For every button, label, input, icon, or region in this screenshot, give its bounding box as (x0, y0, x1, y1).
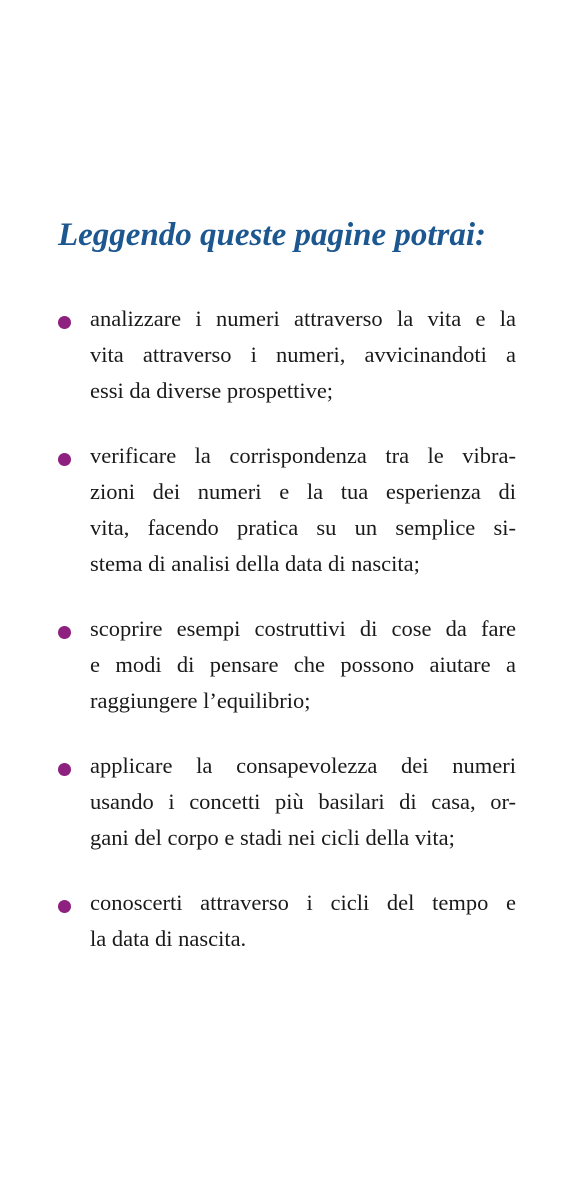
text-line: stema di analisi della data di nascita; (90, 551, 420, 576)
text-line: raggiungere l’equilibrio; (90, 688, 311, 713)
list-item-text (90, 301, 516, 409)
text-line: analizzare i numeri attraverso la vita e la (90, 306, 516, 331)
bullet-dot-icon (58, 316, 71, 329)
text-line: verificare la corrispondenza tra le vibra- (90, 443, 516, 468)
text-line: usando i concetti più basilari di casa, or- (90, 789, 516, 814)
benefits-list (56, 301, 516, 986)
list-item (56, 748, 516, 856)
text-line: essi da diverse prospettive; (90, 378, 334, 403)
list-item-text (90, 438, 516, 582)
list-item (56, 438, 516, 582)
text-line: scoprire esempi costruttivi di cose da fare (90, 616, 516, 641)
text-line: vita, facendo pratica su un semplice si- (90, 515, 516, 540)
bullet-dot-icon (58, 626, 71, 639)
text-line: vita attraverso i numeri, avvicinandoti a (90, 342, 516, 367)
list-item (56, 885, 516, 957)
list-item-text (90, 611, 516, 719)
text-line: e modi di pensare che possono aiutare a (90, 652, 516, 677)
text-line: applicare la consapevolezza dei numeri (90, 753, 516, 778)
bullet-dot-icon (58, 763, 71, 776)
list-item-text (90, 885, 516, 957)
bullet-dot-icon (58, 453, 71, 466)
list-item (56, 611, 516, 719)
text-line: zioni dei numeri e la tua esperienza di (90, 479, 516, 504)
list-item-text (90, 748, 516, 856)
list-item (56, 301, 516, 409)
bullet-dot-icon (58, 900, 71, 913)
text-line: la data di nascita. (90, 926, 247, 951)
text-line: gani del corpo e stadi nei cicli della vita; (90, 825, 455, 850)
page-heading: Leggendo queste pagine potrai: (58, 217, 487, 253)
text-line: conoscerti attraverso i cicli del tempo e (90, 890, 516, 915)
